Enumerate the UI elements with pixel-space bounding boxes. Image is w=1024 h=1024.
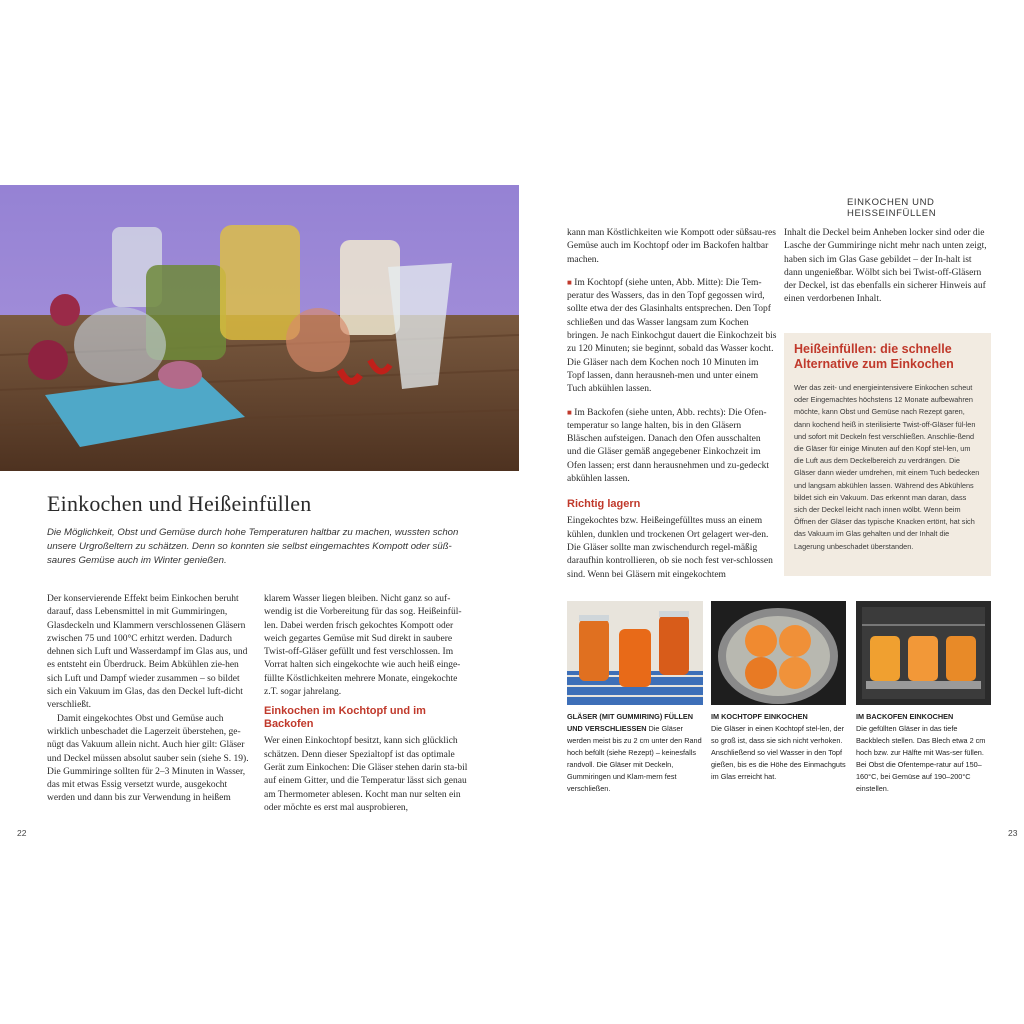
caption-3: IM BACKOFEN EINKOCHEN Die gefüllten Gläser in das tiefe Backblech stellen. Das Blech etwa 2 cm hoch bzw. zur Hälfte mit Was-ser füllen. Bei Obst die Ofentempe-ratur auf 150–160°C, bei Gemüse auf 190–200°C einstellen. [856, 712, 986, 793]
body-column-2 [264, 593, 471, 815]
caption-2: IM KOCHTOPF EINKOCHEN Die Gläser in einen Kochtopf stel-len, der so groß ist, dass sie sich nicht verhoken. Anschließend so viel Wasser in den Topf gießen, bis es die Höhe des Einmachguts im Glas erreicht hat. [711, 712, 846, 781]
col1-paragraph-2: Damit eingekochtes Obst und Gemüse auch wirklich unbeschadet die Lagerzeit überstehen, ge-nügt das Vakuum allein nicht. Auch hier gilt: Gläser und Deckel müssen absolut sauber sein (siehe S. 19). Die Gummiringe sollten für 2–3 Minuten in Wasser, das mit etwas Essig versetzt wurde, ausgekocht werden und dann bis zur Verwendung in heißem [47, 713, 249, 804]
col1-paragraph-1: Der konservierende Effekt beim Einkochen beruht darauf, dass Lebensmittel in mit Gummiringen, Glasdeckeln und Klammern verschlossenen Gläsern zwischen 75 und 100°C erhitzt werden. Dadurch dehnen sich Luft und Wasserdampf im Glas aus, und es entsteht ein Überdruck. Beim Abkühlen zie-hen sich Luft und Dampf wieder zusammen – so bildet sich ein Vakuum im Glas, das den Deckel luft-dicht verschließt. [47, 594, 248, 711]
col3-paragraph-2: ■ Im Kochtopf (siehe unten, Abb. Mitte): Die Tem-peratur des Wassers, das in den Topf gegossen wird, sollte etwa der des Glasinhalts entsprechen. Den Topf schließen und das Wasser langsam zum Kochen bringen. Je nach Einkochgut dauert die Einkochzeit bis zu 120 Minuten; sie beginnt, sobald das Wasser kocht. Die Gläser nach dem Kochen noch 10 Minuten im Topf lassen, dann herausneh-men und unter einem Tuch abkühlen lassen. [567, 277, 777, 395]
running-head: EINKOCHEN UND HEISSEINFÜLLEN [847, 197, 937, 219]
lead-paragraph: Die Möglichkeit, Obst und Gemüse durch hohe Temperaturen haltbar zu machen, wussten schon unsere Urgroßeltern zu schätzen. Denn so konnten sie selbst eingemachtes Kompott oder süß-saures Gemüse auch im Winter genießen. [47, 527, 459, 566]
col3-paragraph-4: Eingekochtes bzw. Heißeingefülltes muss an einem kühlen, dunklen und trockenen Ort gelagert wer-den. Die Gläser sollte man zwischendurch regel-mäßig daraufhin kontrollieren, ob sie noch fest ver-schlossen sind. Wenn bei Gläsern mit eingekochtem [567, 516, 773, 580]
subhead-richtig-lagern: Richtig lagern [567, 498, 641, 511]
hero-photo [0, 185, 519, 471]
photo-pot-jars [711, 601, 846, 705]
photo-oven-jars [856, 601, 991, 705]
caption-1: GLÄSER (MIT GUMMIRING) FÜLLEN UND VERSCHLIESSEN Die Gläser werden meist bis zu 2 cm unter den Rand hoch befüllt (siehe Rezept) – keinesfalls randvoll. Die Gläser mit Deckeln, Gummiringen und Klam-mern fest verschließen. [567, 712, 702, 793]
col2-paragraph-1: klarem Wasser liegen bleiben. Nicht ganz so auf-wendig ist die Vorbereitung für das sog. Heißeinfül-len. Dabei werden frisch gekochtes Kompott oder weich gegartes Gemüse mit Sud direkt in saubere Twist-off-Gläser gefüllt und fest verschlossen. Im Vorrat halten sich eingekochte wie auch heiß einge-füllte Köstlichkeiten mehrere Monate, eingekochte z.T. sogar jahrelang. [264, 594, 462, 698]
col4-paragraph-1: Inhalt die Deckel beim Anheben locker sind oder die Lasche der Gummiringe nicht mehr nach unten zeigt, haben sich im Glas Gase gebildet – der In-halt ist dann ungenießbar. Wölbt sich bei Twist-off-Gläsern der Deckel, ist das ebenfalls ein sicherer Hinweis auf einen verdorbenen Inhalt. [784, 228, 987, 305]
preserving-jars-illustration [0, 185, 519, 471]
body-column-3 [567, 227, 777, 582]
page-number-right: 23 [1008, 828, 1018, 838]
page-title: Einkochen und Heißeinfüllen [47, 491, 312, 516]
page-number-left: 22 [17, 828, 27, 838]
col2-paragraph-2: Wer einen Einkochtopf besitzt, kann sich glücklich schätzen. Denn dieser Spezialtopf ist das optimale Gerät zum Einkochen: Die Gläser stehen darin sta-bil auf einem Gitter, und die Temperatur lässt sich genau am Thermometer ablesen. Kocht man nur selten ein oder möchte es erst mal ausprobieren, [264, 736, 468, 813]
bullet-icon: ■ [567, 277, 572, 287]
col3-paragraph-1: kann man Köstlichkeiten wie Kompott oder süßsau-res Gemüse auch im Kochtopf oder im Backofen haltbar machen. [567, 228, 776, 265]
photo-filling-jars [567, 601, 703, 705]
body-column-4 [784, 227, 992, 307]
bullet-icon: ■ [567, 407, 572, 417]
subhead-einkochen: Einkochen im Kochtopf und im Backofen [264, 705, 426, 731]
info-box-text: Wer das zeit- und energieintensivere Einkochen scheut oder Eingemachtes höchstens 12 Monate aufbewahren möchte, kann Obst und Gemüse nach Rezept garen, dann kochend heiß in sterilisierte Twist-off-Gläser fül-len und sofort mit Deckeln fest verschließen. Anschlie-ßend die Gläser für einige Minuten auf den Kopf stel-len, um die Luft aus dem Deckelbereich zu verdrängen. Die Gläser dann wieder umdrehen, mit einem Tuch bedecken und langsam abkühlen lassen. Während des Abkühlens bildet sich ein Vakuum. Das erkennt man daran, dass sich der Deckel leicht nach innen wölbt. Wenn beim Öffnen der Gläser das typische Knacken ertönt, hat sich das Vakuum im Glas gehalten und der Inhalt die Lagerung unbeschadet überstanden. [794, 383, 980, 551]
body-column-1 [47, 593, 254, 806]
info-box [784, 333, 991, 576]
info-box-title: Heißeinfüllen: die schnelle Alternative zum Einkochen [794, 342, 954, 371]
col3-paragraph-3: ■ Im Backofen (siehe unten, Abb. rechts): Die Ofen-temperatur so lange halten, bis in den Gläsern Bläschen aufsteigen. Danach den Ofen ausschalten und die Gläser gemäß angegebener Einkochzeit im Ofen lassen; erst dann herausnehmen und zu-gedeckt abkühlen lassen. [567, 407, 770, 485]
